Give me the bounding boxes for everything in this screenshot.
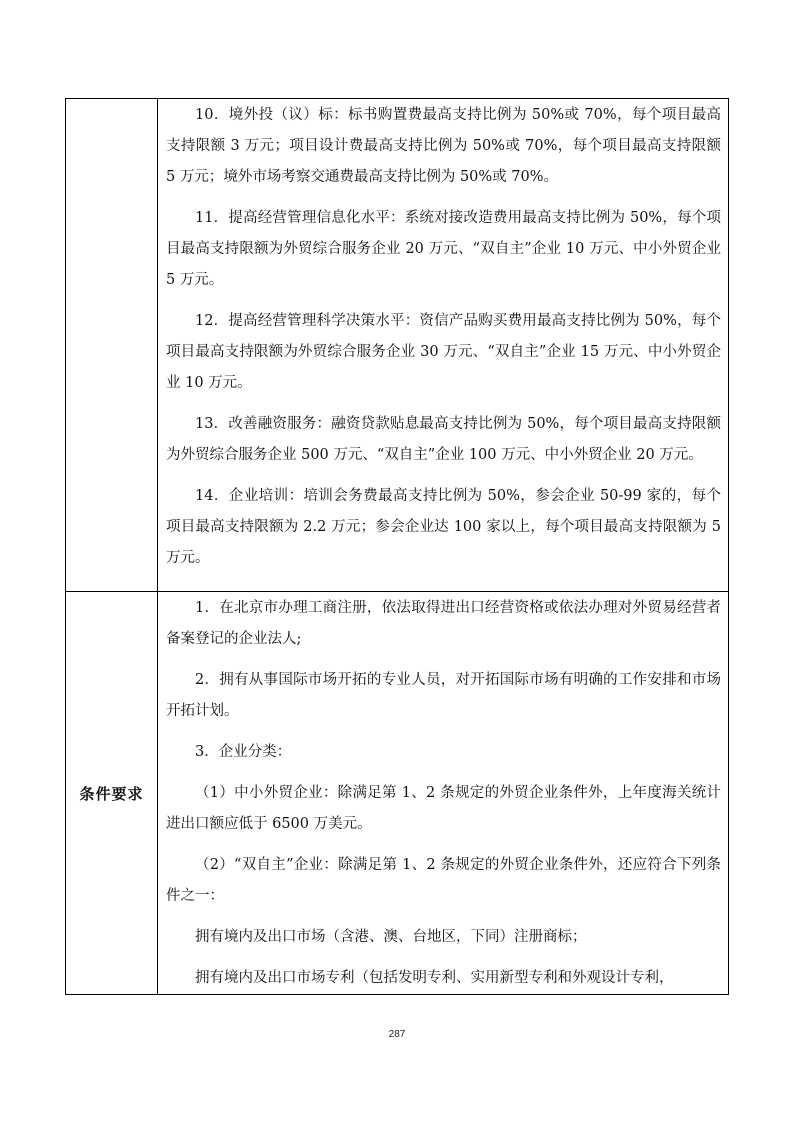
table-row [66, 99, 729, 592]
paragraph: 10．境外投（议）标：标书购置费最高支持比例为 50%或 70%，每个项目最高支持限额 3 万元；项目设计费最高支持比例为 50%或 70%，每个项目最高支持限额 5 万元；境外市场考察交通费最高支持比例为 50%或 70%。 [166, 107, 721, 185]
paragraph: 拥有境内及出口市场专利（包括发明专利、实用新型专利和外观设计专利， [195, 970, 674, 986]
row-label-conditions: 条件要求 [79, 784, 144, 803]
row-label-cell [66, 99, 158, 592]
paragraph: 3．企业分类： [195, 744, 292, 760]
row-content-cell [158, 592, 729, 995]
paragraph: 13．改善融资服务：融资贷款贴息最高支持比例为 50%，每个项目最高支持限额为外贸综合服务企业 500 万元、“双自主”企业 100 万元、中小外贸企业 20 万元。 [166, 416, 721, 463]
row-content-cell [158, 99, 729, 592]
paragraph: 1．在北京市办理工商注册，依法取得进出口经营资格或依法办理对外贸易经营者备案登记的企业法人; [166, 600, 721, 647]
table-row [66, 592, 729, 995]
paragraph: （1）中小外贸企业：除满足第 1、2 条规定的外贸企业条件外，上年度海关统计进出口额应低于 6500 万美元。 [166, 785, 721, 832]
paragraph: 2．拥有从事国际市场开拓的专业人员，对开拓国际市场有明确的工作安排和市场开拓计划。 [166, 672, 721, 719]
paragraph: （2）“双自主”企业：除满足第 1、2 条规定的外贸企业条件外，还应符合下列条件之一： [166, 857, 721, 904]
paragraph: 14．企业培训：培训会务费最高支持比例为 50%，参会企业 50-99 家的，每个项目最高支持限额为 2.2 万元；参会企业达 100 家以上，每个项目最高支持限额为 5 万元。 [166, 488, 721, 566]
page-number: 287 [388, 1029, 406, 1040]
paragraph: 12．提高经营管理科学决策水平：资信产品购买费用最高支持比例为 50%，每个项目最高支持限额为外贸综合服务企业 30 万元、“双自主”企业 15 万元、中小外贸企业 10 万元。 [166, 313, 721, 391]
policy-table [65, 98, 729, 995]
paragraph: 11．提高经营管理信息化水平：系统对接改造费用最高支持比例为 50%，每个项目最高支持限额为外贸综合服务企业 20 万元、“双自主”企业 10 万元、中小外贸企业 5 万元。 [166, 210, 721, 288]
paragraph: 拥有境内及出口市场（含港、澳、台地区，下同）注册商标； [195, 929, 587, 945]
row-label-cell [66, 592, 158, 995]
